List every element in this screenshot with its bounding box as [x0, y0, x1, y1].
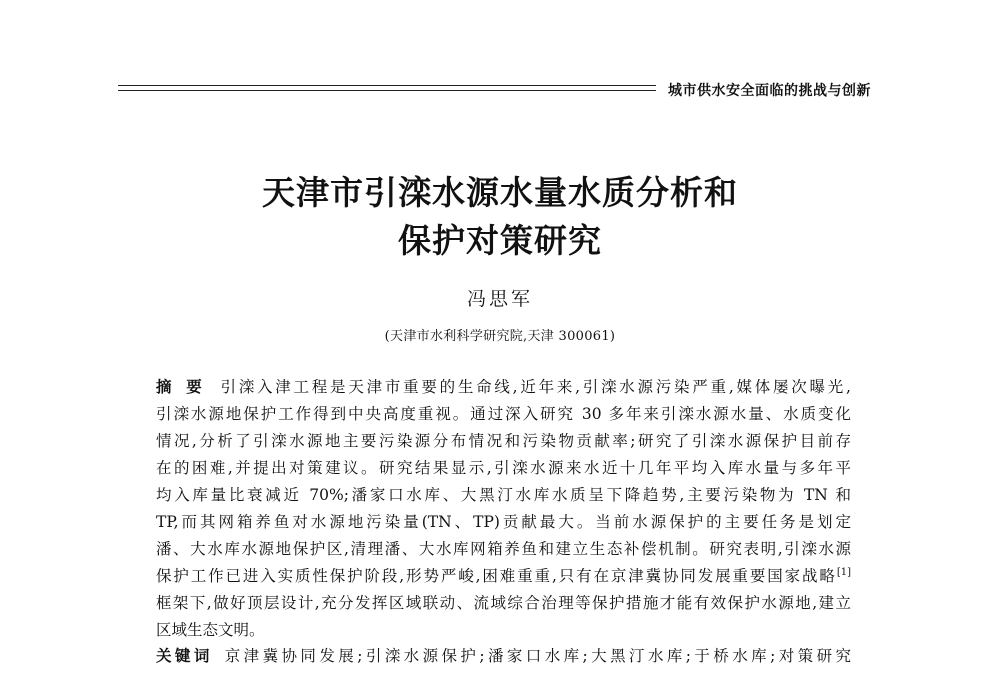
author-name: 冯思军 — [466, 288, 533, 310]
abstract-line: TP,而其网箱养鱼对水源地污染量(TN、TP)贡献最大。当前水源保护的主要任务是划定 — [156, 513, 851, 531]
abstract-block — [156, 374, 851, 644]
abstract-label: 摘要 — [156, 378, 217, 396]
header-double-rule — [118, 82, 656, 96]
section-label: 城市供水安全面临的挑战与创新 — [668, 83, 871, 99]
article-title-line2: 保护对策研究 — [398, 221, 602, 260]
citation-reference: [1] — [836, 566, 851, 578]
abstract-line — [156, 374, 851, 401]
abstract-line: 潘、大水库水源地保护区,清理潘、大水库网箱养鱼和建立生态补偿机制。研究表明,引滦水源 — [156, 540, 851, 558]
abstract-line: 情况,分析了引滦水源地主要污染源分布情况和污染物贡献率;研究了引滦水源保护目前存 — [156, 432, 851, 450]
abstract-line: 在的困难,并提出对策建议。研究结果显示,引滦水源来水近十几年平均入库水量与多年平 — [156, 459, 851, 477]
abstract-text: 引滦入津工程是天津市重要的生命线,近年来,引滦水源污染严重,媒体屡次曝光, — [220, 378, 851, 396]
abstract-text: 保护工作已进入实质性保护阶段,形势严峻,困难重重,只有在京津冀协同发展重要国家战略 — [156, 567, 837, 585]
abstract-line — [156, 563, 851, 590]
abstract-line: 引滦水源地保护工作得到中央高度重视。通过深入研究 30 多年来引滦水源水量、水质变化 — [156, 405, 851, 423]
abstract-line: 区域生态文明。 — [156, 621, 265, 639]
keywords-text: 京津冀协同发展;引滦水源保护;潘家口水库;大黑汀水库;于桥水库;对策研究 — [224, 647, 851, 665]
keywords-label: 关键词 — [156, 647, 213, 665]
author-affiliation: (天津市水利科学研究院,天津 300061) — [384, 329, 616, 344]
abstract-line: 框架下,做好顶层设计,充分发挥区域联动、流域综合治理等保护措施才能有效保护水源地,建立 — [156, 594, 851, 612]
article-title-line1: 天津市引滦水源水量水质分析和 — [262, 173, 738, 212]
keywords-line — [156, 643, 851, 670]
abstract-line: 均入库量比衰减近 70%;潘家口水库、大黑汀水库水质呈下降趋势,主要污染物为 TN 和 — [156, 486, 851, 504]
